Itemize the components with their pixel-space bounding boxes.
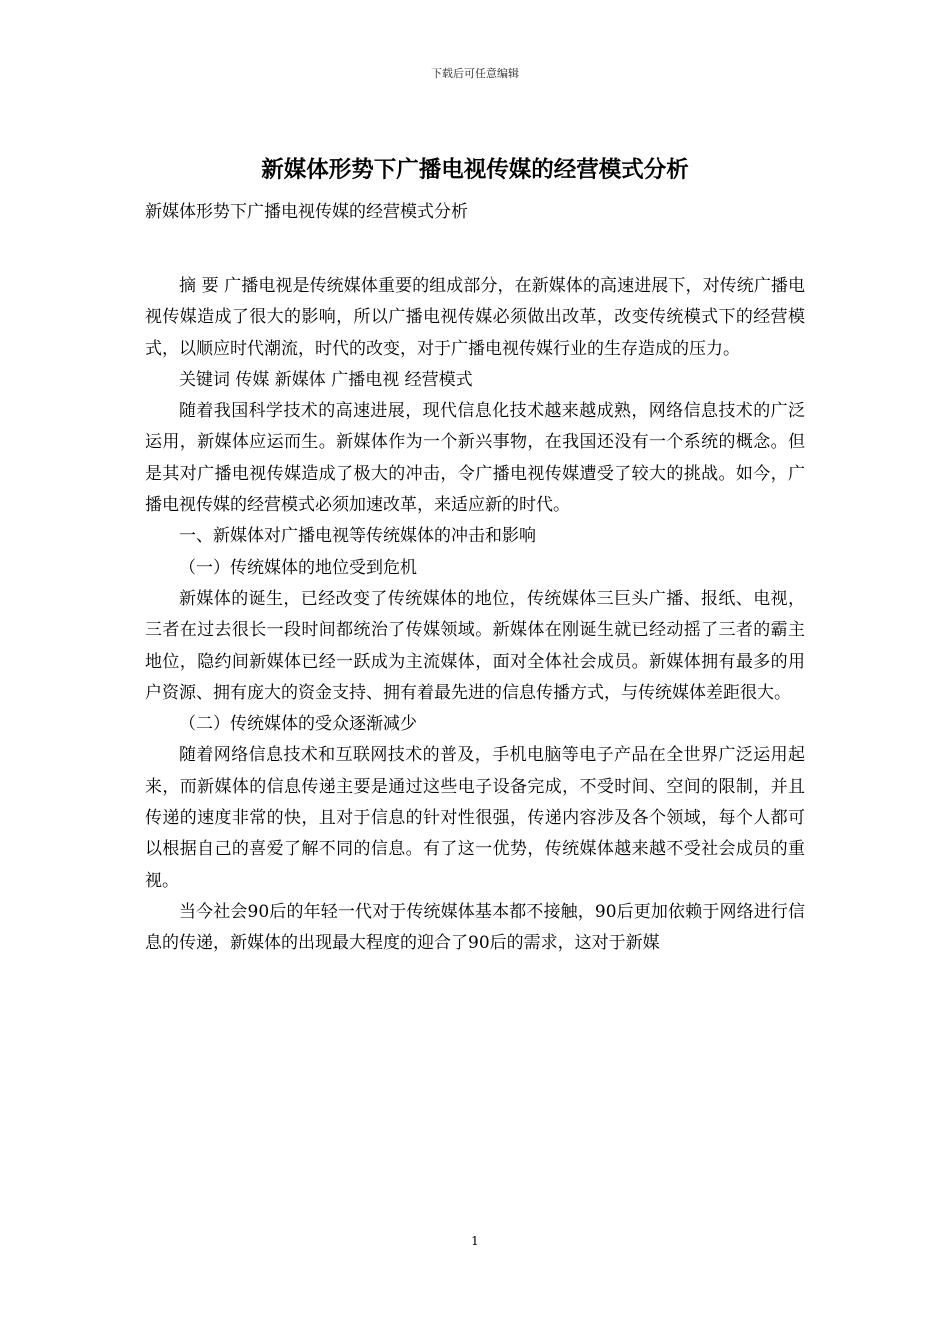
document-body [145, 271, 805, 960]
document-title: 新媒体形势下广播电视传媒的经营模式分析 [261, 157, 689, 183]
subsection-heading-2: （二）传统媒体的受众逐渐减少 [179, 714, 417, 735]
document-subtitle: 新媒体形势下广播电视传媒的经营模式分析 [145, 202, 468, 222]
subsection-heading-1: （一）传统媒体的地位受到危机 [179, 557, 417, 578]
keywords-line: 关键词 传媒 新媒体 广播电视 经营模式 [179, 369, 473, 390]
page-header-note: 下载后可任意编辑 [431, 67, 519, 80]
abstract-paragraph: 摘 要 广播电视是传统媒体重要的组成部分，在新媒体的高速进展下，对传统广播电视传媒造成了很大的影响，所以广播电视传媒必须做出改革，改变传统模式下的经营模式，以顺应时代潮流，时代的改变，对于广播电视传媒行业的生存造成的压力。 [145, 276, 805, 359]
section-heading-1: 一、新媒体对广播电视等传统媒体的冲击和影响 [179, 526, 536, 547]
intro-paragraph: 随着我国科学技术的高速进展，现代信息化技术越来越成熟，网络信息技术的广泛运用，新媒体应运而生。新媒体作为一个新兴事物，在我国还没有一个系统的概念。但是其对广播电视传媒造成了极大的冲击，令广播电视传媒遭受了较大的挑战。如今，广播电视传媒的经营模式必须加速改革，来适应新的时代。 [145, 401, 805, 516]
body-paragraph: 新媒体的诞生，已经改变了传统媒体的地位，传统媒体三巨头广播、报纸、电视，三者在过去很长一段时间都统治了传媒领域。新媒体在刚诞生就已经动摇了三者的霸主地位，隐约间新媒体已经一跃成为主流媒体，面对全体社会成员。新媒体拥有最多的用户资源、拥有庞大的资金支持、拥有着最先进的信息传播方式，与传统媒体差距很大。 [145, 588, 805, 703]
page-number: 1 [471, 1234, 479, 1248]
body-paragraph: 随着网络信息技术和互联网技术的普及，手机电脑等电子产品在全世界广泛运用起来，而新媒体的信息传递主要是通过这些电子设备完成，不受时间、空间的限制，并且传递的速度非常的快，且对于信息的针对性很强，传递内容涉及各个领域，每个人都可以根据自己的喜爱了解不同的信息。有了这一优势，传统媒体越来越不受社会成员的重视。 [145, 745, 805, 891]
body-paragraph: 当今社会90后的年轻一代对于传统媒体基本都不接触，90后更加依赖于网络进行信息的传递，新媒体的出现最大程度的迎合了90后的需求，这对于新媒 [145, 901, 805, 954]
